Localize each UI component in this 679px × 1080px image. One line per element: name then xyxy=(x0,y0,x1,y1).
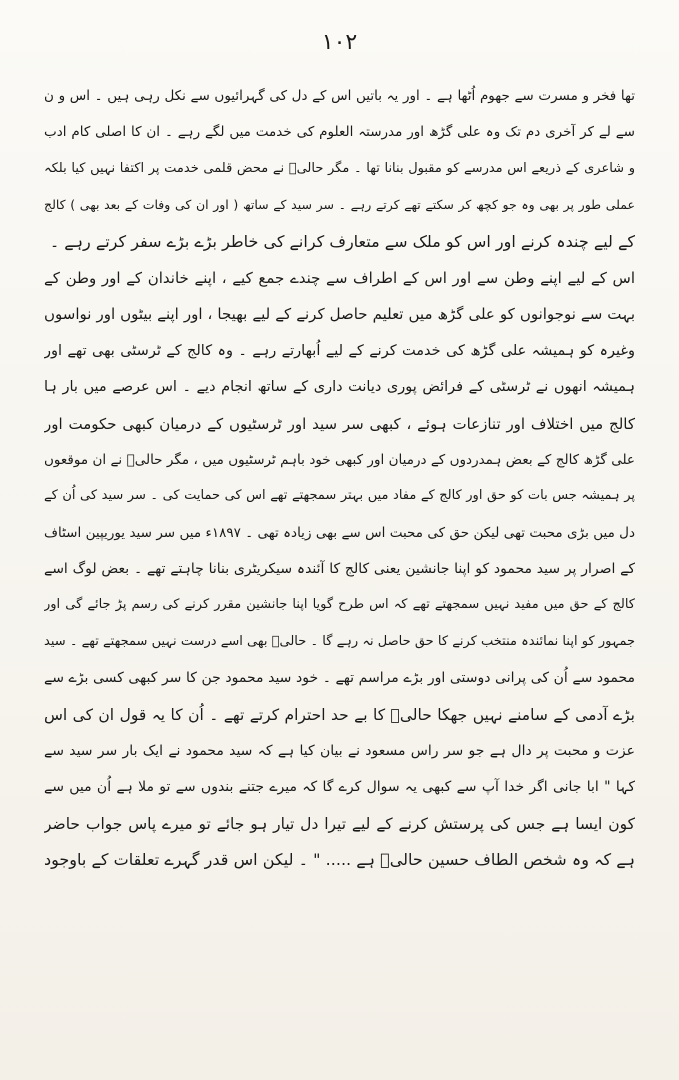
text-line: و شاعری کے ذریعے اس مدرسے کو مقبول بنانا تھا ۔ مگر حالیؔ نے محض قلمی خدمت پر اکتفا نہیں کیا بلکہ xyxy=(44,160,635,176)
text-line: تھا فخر و مسرت سے جھوم اُٹھا ہے ۔ اور یہ باتیں اس کے دل کی گہرائیوں سے نکل رہی ہیں ۔ اس و ن xyxy=(44,88,635,104)
text-line: علی گڑھ کالج کے بعض ہمدردوں کے درمیان اور کبھی خود باہم ٹرسٹیوں میں ، مگر حالیؔ نے ان موقعوں xyxy=(44,451,635,468)
text-line: اس کے لیے اپنے وطن سے اور اس کے اطراف سے چندے جمع کیے ، اپنے خاندان کے اور وطن کے xyxy=(44,268,635,287)
text-line: ہے کہ وہ شخص الطاف حسین حالیؔ ہے ..... " ۔ لیکن اس قدر گہرے تعلقات کے باوجود xyxy=(44,850,635,870)
text-line: پر ہمیشہ جس بات کو حق اور کالج کے مفاد میں بہتر سمجھتے تھے اس کی حمایت کی ۔ سر سید کی اُن کے xyxy=(44,488,635,504)
text-line: وغیرہ کو ہمیشہ علی گڑھ کی خدمت کرنے کے لیے اُبھارتے رہے ۔ وہ کالج کے ٹرسٹی بھی تھے اور xyxy=(44,342,635,359)
text-line: سے لے کر آخری دم تک وہ علی گڑھ اور مدرستہ العلوم کی خدمت میں لگے رہے ۔ ان کا اصلی کام ادب xyxy=(44,124,635,141)
body-text xyxy=(44,78,635,879)
text-line: کے لیے چندہ کرنے اور اس کو ملک سے متعارف کرانے کی خاطر بڑے بڑے سفر کرتے رہے ۔ xyxy=(49,231,635,251)
text-line: کالج کے حق میں مفید نہیں سمجھتے تھے کہ اس طرح گویا اپنا جانشین مقرر کرنے کی رسم پڑ جائے گی اور xyxy=(44,597,635,613)
text-line: محمود سے اُن کی پرانی دوستی اور بڑے مراسم تھے ۔ خود سید محمود جن کا سر کبھی کسی بڑے سے xyxy=(44,670,635,687)
text-line: کالج میں اختلاف اور تنازعات ہوئے ، کبھی سر سید اور ٹرسٹیوں کے درمیان کبھی حکومت اور xyxy=(44,414,635,433)
text-line: کون ایسا ہے جس کی پرستش کرنے کے لیے تیرا دل تیار ہو جائے تو میرے پاس جواب حاضر xyxy=(44,814,635,833)
text-line: بڑے آدمی کے سامنے نہیں جھکا حالیؔ کا بے حد احترام کرتے تھے ۔ اُن کا یہ قول ان کی اس xyxy=(44,705,635,724)
text-line: کہا " ابا جانی اگر خدا آپ سے کبھی یہ سوال کرے گا کہ میرے جتنے بندوں سے تو ملا ہے اُن میں سے xyxy=(44,779,635,796)
text-line: کے اصرار پر سید محمود کو اپنا جانشین یعنی کالج کا آئندہ سیکریٹری بنانا چاہتے تھے ۔ بعض لوگ اسے xyxy=(44,561,635,578)
text-line: بہت سے نوجوانوں کو علی گڑھ میں تعلیم حاصل کرنے کے لیے بھیجا ، اور اپنے بیٹوں اور نواسوں xyxy=(44,305,635,324)
text-line: عزت و محبت پر دال ہے جو سر راس مسعود نے بیان کیا ہے کہ سید محمود نے ایک بار سر سید سے xyxy=(44,743,635,760)
text-line: عملی طور پر بھی وہ جو کچھ کر سکتے تھے کرتے رہے ۔ سر سید کے ساتھ ( اور ان کی وفات کے بعد بھی ) کالج xyxy=(44,197,635,213)
text-line: ہمیشہ انھوں نے ٹرسٹی کے فرائض پوری دیانت داری کے ساتھ انجام دیے ۔ اس عرصے میں بار ہا xyxy=(44,379,635,396)
text-line: دل میں بڑی محبت تھی لیکن حق کی محبت اس سے بھی زیادہ تھی ۔ ۱۸۹۷ء میں سر سید یوریپین اسٹاف xyxy=(44,524,635,541)
page-number: ۱۰۲ xyxy=(321,30,358,55)
text-line: جمہور کو اپنا نمائندہ منتخب کرنے کا حق حاصل نہ رہے گا ۔ حالیؔ بھی اسے درست نہیں سمجھتے تھے ۔ سید xyxy=(44,633,635,649)
